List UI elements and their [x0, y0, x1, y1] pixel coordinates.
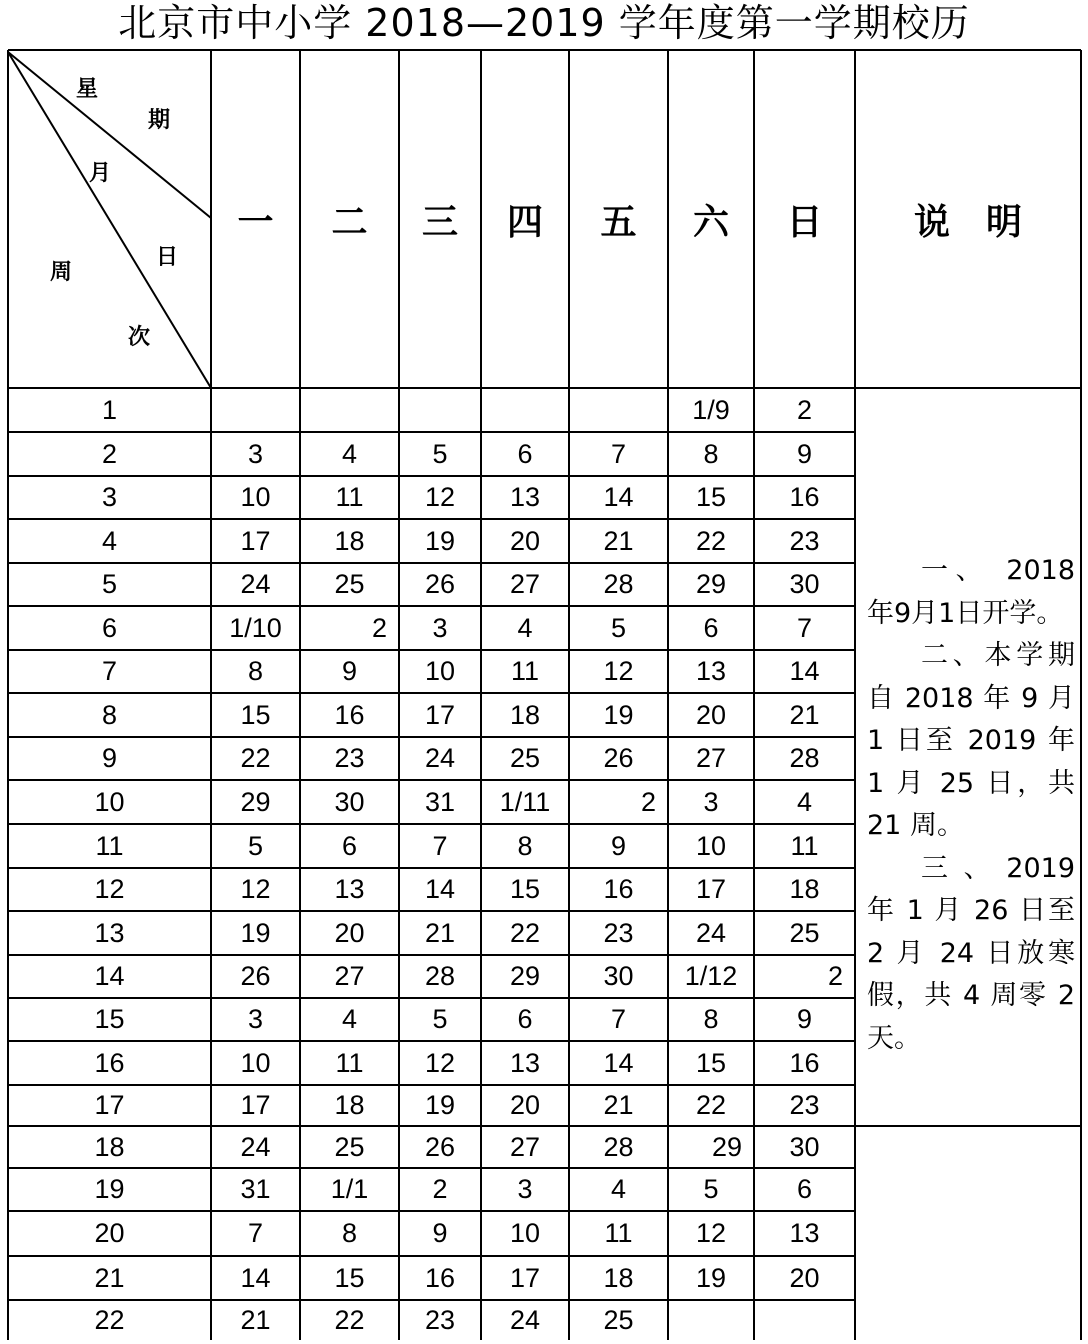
corner-diagonal: [8, 52, 211, 388]
date-cell: 21: [424, 917, 456, 948]
date-cell: 23: [603, 917, 634, 948]
corner-diagonal: [8, 52, 211, 218]
date-cell: 27: [334, 961, 365, 991]
date-cell: 20: [789, 1262, 820, 1293]
date-cell: 18: [789, 874, 820, 904]
note-2: 二、本学期自 2018 年 9 月 1 日至 2019 年 1 月 25 日，共 21 周。: [867, 640, 1075, 841]
date-cell: 22: [695, 525, 727, 556]
date-cell: 13: [695, 656, 727, 686]
date-cell: 13: [509, 1047, 541, 1078]
date-cell: 19: [424, 525, 456, 556]
date-cell: 6: [341, 830, 358, 861]
date-cell: 7: [432, 830, 448, 861]
date-cell: 2: [827, 961, 843, 991]
week-number: 6: [101, 612, 118, 643]
date-cell: 14: [240, 1262, 271, 1293]
date-cell: 21: [789, 699, 820, 730]
weekday-header: 五: [600, 201, 637, 243]
week-number: 16: [94, 1047, 125, 1078]
date-cell: 5: [432, 438, 448, 469]
date-cell: 18: [603, 1262, 634, 1293]
weekday-header: 三: [421, 201, 458, 243]
date-cell: 16: [603, 874, 634, 904]
date-cell: 2: [796, 394, 813, 425]
date-cell: 10: [240, 482, 271, 512]
date-cell: 16: [334, 699, 365, 730]
date-cell: [211, 388, 300, 432]
corner-label-xing: 星: [76, 77, 99, 102]
date-cell: 19: [603, 699, 634, 730]
date-cell: [481, 388, 569, 432]
date-cell: 26: [424, 1131, 456, 1162]
date-cell: 16: [789, 1047, 820, 1078]
date-cell: 21: [603, 1090, 634, 1120]
date-cell: 21: [603, 525, 634, 556]
date-cell: 5: [432, 1004, 448, 1034]
date-cell: 13: [334, 874, 365, 904]
week-number: 15: [94, 1004, 125, 1034]
corner-label-ri: 日: [156, 245, 179, 270]
date-cell: 29: [240, 786, 271, 817]
week-number: 22: [94, 1304, 125, 1335]
date-cell: 12: [424, 482, 456, 512]
date-cell: 7: [610, 438, 627, 469]
date-cell: 1/11: [499, 786, 551, 817]
date-cell: 20: [509, 525, 541, 556]
week-number: 18: [94, 1131, 125, 1162]
date-cell: 24: [695, 917, 727, 948]
corner-label-zhou: 周: [50, 260, 73, 285]
date-cell: 2: [640, 786, 656, 817]
date-cell: 25: [603, 1304, 634, 1335]
notes-text: [867, 550, 1075, 1060]
date-cell: 7: [247, 1218, 264, 1248]
date-cell: 28: [603, 1131, 634, 1162]
date-cell: 29: [695, 569, 727, 599]
week-number: 21: [94, 1262, 125, 1293]
date-cell: [300, 388, 399, 432]
date-cell: 14: [603, 482, 634, 512]
date-cell: 3: [247, 438, 264, 469]
date-cell: 27: [509, 1131, 541, 1162]
date-cell: 7: [796, 612, 813, 643]
date-cell: 31: [240, 1174, 271, 1204]
date-cell: 17: [509, 1262, 541, 1293]
date-cell: 22: [334, 1304, 365, 1335]
date-cell: 15: [695, 1047, 727, 1078]
date-cell: 1/1: [330, 1174, 369, 1204]
date-cell: 9: [610, 830, 627, 861]
date-cell: 27: [695, 743, 727, 773]
week-number: 3: [101, 482, 118, 512]
date-cell: 25: [334, 569, 365, 599]
date-cell: 3: [703, 786, 719, 817]
date-cell: 8: [703, 1004, 719, 1034]
date-cell: 1/9: [692, 394, 730, 425]
date-cell: 20: [695, 699, 727, 730]
date-cell: 4: [341, 1004, 358, 1034]
date-cell: 10: [509, 1218, 541, 1248]
date-cell: 5: [703, 1174, 719, 1204]
date-cell: 25: [789, 917, 820, 948]
date-cell: 5: [610, 612, 627, 643]
date-cell: 10: [695, 830, 727, 861]
date-cell: 3: [432, 612, 448, 643]
date-cell: 12: [424, 1047, 456, 1078]
week-number: 1: [101, 394, 118, 425]
date-cell: 30: [334, 786, 365, 817]
date-cell: 19: [695, 1262, 727, 1293]
date-cell: 23: [789, 525, 820, 556]
week-number: 11: [95, 830, 124, 861]
date-cell: 24: [509, 1304, 541, 1335]
week-number: 7: [101, 656, 118, 686]
date-cell: [754, 1300, 855, 1340]
date-cell: 2: [371, 612, 387, 643]
corner-label-qi: 期: [148, 108, 171, 133]
date-cell: 17: [240, 525, 271, 556]
date-cell: 7: [610, 1004, 627, 1034]
date-cell: 8: [247, 656, 264, 686]
date-cell: 6: [703, 612, 719, 643]
corner-label-yue: 月: [89, 161, 112, 186]
date-cell: 16: [789, 482, 820, 512]
week-number: 10: [94, 786, 125, 817]
notes-header: 说 明: [913, 201, 1022, 243]
date-cell: 12: [695, 1218, 727, 1248]
corner-label-ci: 次: [128, 325, 151, 350]
date-cell: 28: [603, 569, 634, 599]
page-title: 北京市中小学 2018—2019 学年度第一学期校历: [118, 1, 970, 45]
date-cell: 1/12: [684, 961, 738, 991]
date-cell: 30: [603, 961, 634, 991]
date-cell: 27: [509, 569, 541, 599]
date-cell: 8: [703, 438, 719, 469]
date-cell: 19: [240, 917, 271, 948]
date-cell: 15: [240, 699, 271, 730]
date-cell: 6: [796, 1174, 813, 1204]
date-cell: 18: [334, 1090, 365, 1120]
date-cell: 22: [240, 743, 271, 773]
date-cell: 24: [424, 743, 456, 773]
date-cell: 22: [509, 917, 541, 948]
weekday-header: 一: [237, 201, 274, 243]
weekday-header: 六: [692, 201, 729, 243]
date-cell: 6: [517, 438, 533, 469]
date-cell: 10: [240, 1047, 271, 1078]
date-cell: 10: [424, 656, 456, 686]
note-3: 三、2019 年 1 月 26 日至 2 月 24 日放寒假，共 4 周零 2 天。: [867, 852, 1075, 1054]
week-number: 13: [94, 917, 125, 948]
date-cell: 28: [424, 961, 456, 991]
date-cell: 3: [517, 1174, 533, 1204]
date-cell: 1/10: [229, 612, 282, 643]
week-number: 2: [101, 438, 118, 469]
date-cell: 8: [517, 830, 533, 861]
date-cell: 30: [789, 1131, 820, 1162]
date-cell: 19: [424, 1090, 456, 1120]
date-cell: 17: [424, 699, 456, 730]
date-cell: 14: [424, 874, 456, 904]
weekday-header: 二: [331, 201, 368, 243]
week-number: 14: [94, 961, 125, 991]
date-cell: 30: [789, 569, 820, 599]
week-number: 4: [101, 525, 118, 556]
note-1: 一、 2018 年9月1日开学。: [867, 555, 1075, 629]
date-cell: 13: [789, 1218, 820, 1248]
date-cell: 26: [603, 743, 634, 773]
date-cell: 4: [517, 612, 533, 643]
date-cell: 11: [335, 1047, 364, 1078]
date-cell: 23: [424, 1304, 456, 1335]
date-cell: 16: [424, 1262, 456, 1293]
date-cell: 29: [711, 1131, 742, 1162]
date-cell: 24: [240, 569, 271, 599]
date-cell: 11: [510, 656, 540, 686]
date-cell: 24: [240, 1131, 271, 1162]
date-cell: 31: [424, 786, 456, 817]
date-cell: 23: [334, 743, 365, 773]
date-cell: 4: [341, 438, 358, 469]
date-cell: 12: [603, 656, 634, 686]
date-cell: 22: [695, 1090, 727, 1120]
date-cell: 18: [509, 699, 541, 730]
date-cell: 6: [517, 1004, 533, 1034]
date-cell: 15: [695, 482, 727, 512]
date-cell: 20: [334, 917, 365, 948]
date-cell: 4: [610, 1174, 627, 1204]
date-cell: 25: [334, 1131, 365, 1162]
weekday-header: 日: [786, 201, 823, 243]
date-cell: 23: [789, 1090, 820, 1120]
date-cell: 14: [789, 656, 820, 686]
date-cell: 11: [335, 482, 364, 512]
date-cell: 9: [796, 438, 813, 469]
date-cell: 15: [509, 874, 541, 904]
date-cell: 15: [334, 1262, 365, 1293]
date-cell: 20: [509, 1090, 541, 1120]
date-cell: 9: [796, 1004, 813, 1034]
date-cell: 13: [509, 482, 541, 512]
week-number: 9: [101, 743, 118, 773]
date-cell: [569, 388, 668, 432]
date-cell: 11: [790, 830, 819, 861]
date-cell: 18: [334, 525, 365, 556]
date-cell: 21: [240, 1304, 271, 1335]
date-cell: 26: [240, 961, 271, 991]
date-cell: 9: [432, 1218, 448, 1248]
date-cell: 25: [509, 743, 541, 773]
date-cell: 4: [796, 786, 813, 817]
date-cell: [668, 1300, 754, 1340]
date-cell: 26: [424, 569, 456, 599]
date-cell: 17: [695, 874, 727, 904]
weekday-header: 四: [506, 201, 543, 243]
week-number: 8: [101, 699, 118, 730]
week-number: 12: [94, 874, 125, 904]
week-number: 17: [94, 1090, 125, 1120]
week-number: 19: [94, 1174, 125, 1204]
date-cell: 28: [789, 743, 820, 773]
week-number: 20: [94, 1218, 125, 1248]
date-cell: 12: [240, 874, 271, 904]
week-number: 5: [101, 569, 118, 599]
date-cell: [399, 388, 481, 432]
date-cell: 29: [509, 961, 541, 991]
date-cell: 8: [341, 1218, 358, 1248]
date-cell: 9: [341, 656, 358, 686]
date-cell: 17: [240, 1090, 271, 1120]
date-cell: 5: [247, 830, 264, 861]
date-cell: 14: [603, 1047, 634, 1078]
date-cell: 3: [247, 1004, 264, 1034]
date-cell: 2: [432, 1174, 448, 1204]
date-cell: 11: [604, 1218, 633, 1248]
